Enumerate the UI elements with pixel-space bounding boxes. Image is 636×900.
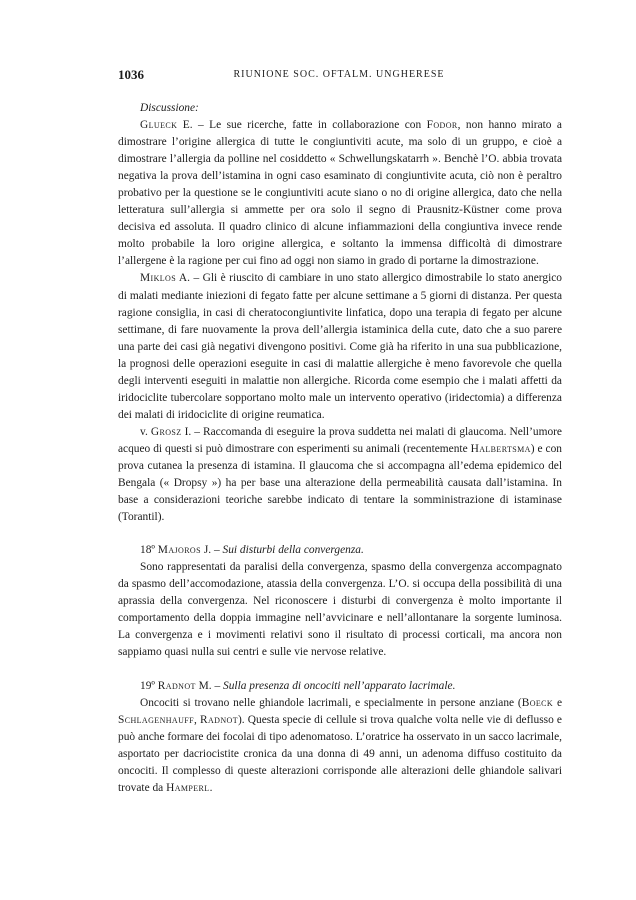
author-name: Majoros	[157, 544, 201, 557]
section-title: Sui disturbi della convergenza.	[222, 544, 364, 557]
section-spacer	[118, 526, 562, 542]
section-title: Sulla presenza di oncociti nell’apparato lacrimale.	[223, 679, 456, 692]
author-initial: J. –	[200, 544, 223, 557]
author-prefix: v.	[140, 425, 151, 438]
author-name: Radnot	[157, 679, 196, 692]
cited-name: Boeck	[521, 696, 554, 709]
article-body	[118, 100, 562, 797]
section-text-18: Sono rappresentati da paralisi della convergenza, spasmo della convergenza accompagnato da spasmo dell’accomodazione, atassia della convergenza. L’O. si occupa della possibilità di una aprassia della convergenza. Nel riconoscere i disturbi di convergenza è molto importante il comportamento della doppia immagine nell’avvicinare e nell’allontanare la sorgente luminosa. La convergenza e i movimenti relativi sono il risultato di processi corticali, ma ancora non sappiamo quasi nulla sui centri e sulle vie nervose relative.	[118, 561, 562, 659]
author-name: Grosz	[150, 425, 182, 438]
section-number: 18º	[140, 544, 155, 557]
running-title: RIUNIONE SOC. OFTALM. UNGHERESE	[233, 69, 445, 80]
author-initial: M. –	[195, 679, 224, 692]
author-name: Glueck	[140, 119, 178, 132]
paragraph-text: ,	[193, 713, 200, 726]
paragraph-text: e	[553, 696, 562, 709]
paragraph-text: E. – Le sue ricerche, fatte in collaborazione con	[177, 119, 427, 132]
paragraph-miklos	[118, 270, 562, 423]
paragraph-text: A. – Gli è riuscito di cambiare in uno stato allergico dimostrabile lo stato anergico di malati mediante iniezioni di fegato fatte per alcune settimane a 5 giorni di distanza. Per questa ragione consiglia, in casi di cheratocongiuntivite linfatica, dopo una terapia di fegato per alcune settimane, di fare nuovamente la prova dell’allergia istaminica della cute, dato che a suo parere una parte dei casi già negativi divengono positivi. Come già ha riferito in una sua pubblicazione, la prognosi delle operazioni eseguite in casi di malattie allergiche è meno favorevole che quella degli interventi eseguiti in malattie non allergiche. Ricorda come esempio che i malati affetti da iridociclite tubercolare sopportano molto male un intervento operativo (iridectomia) a differenza dei malati di iridociclite di origine reumatica.	[118, 272, 562, 421]
cited-name: Radnot	[199, 713, 238, 726]
paragraph-text: Oncociti si trovano nelle ghiandole lacrimali, e specialmente in persone anziane (	[140, 696, 522, 709]
cited-name: Schlagenhauff	[118, 713, 194, 726]
cited-name: Fodor	[426, 119, 458, 132]
paragraph-grosz	[118, 424, 562, 526]
page-header	[118, 67, 560, 83]
section-number: 19º	[140, 679, 155, 692]
section-text-19	[118, 695, 562, 797]
paragraph-text: ). Questa specie di cellule si trova qualche volta nelle vie di deflusso e può anche formare dei focolai di tipo adenomatoso. L’oratrice ha osservato in un sacco lacrimale, asportato per dacriocistite cronica da una donna di 49 anni, un adenoma diffuso costituito da oncociti. Il complesso di queste alterazioni corrisponde alle alterazioni delle ghiandole salivari trovate da	[118, 713, 562, 794]
section-spacer	[118, 662, 562, 678]
paragraph-glueck	[118, 117, 562, 270]
paragraph-text: ) e con prova cutanea la presenza di istamina. Il glaucoma che si accompagna all’edema epidemico del Bengala (« Dropsy ») ha per base una alterazione della permeabilità causata dall’istamina. In base a considerazioni teoriche sarebbe indicato di tentare la somministrazione di istaminase (Torantil).	[118, 442, 562, 524]
page-number: 1036	[118, 67, 144, 82]
paragraph-text: , non hanno mirato a dimostrare l’origine allergica di tutte le congiuntiviti acute, ma solo di un gruppo, e cioè a dimostrare l’allergia da polline nel cosiddetto « Schwellungskatarrh ». Benchè l’O. abbia trovata negativa la prova dell’istamina in ogni caso esaminato di congiuntivite acuta, ciò non è peraltro probativo per la questione se le congiuntiviti acute siano o no di origine allergica, dato che nella letteratura sull’allergia si ammette per ora solo il segno di Prausnitz-Küstner come prova decisiva ed assoluta. Il quadro clinico di alcune infiammazioni della congiuntiva invece rende molto probabile la loro origine allergica, e soltanto la immensa difficoltà di dimostrare l’allergene è la ragione per cui fino ad oggi non siamo in grado di portarne la dimostrazione.	[118, 119, 562, 268]
discussion-label: Discussione:	[140, 102, 199, 114]
paragraph-text: .	[209, 781, 213, 794]
cited-name: Halbertsma	[470, 442, 531, 455]
paragraph-text: I. – Raccomanda di eseguire la prova suddetta nei malati di glaucoma. Nell’umore acqueo di questi si può dimostrare con esperimenti su animali (recentemente	[118, 425, 562, 455]
section-heading-19	[118, 678, 562, 695]
author-name: Miklos	[140, 272, 177, 285]
section-heading-18	[118, 542, 562, 559]
cited-name: Hamperl	[166, 781, 210, 794]
